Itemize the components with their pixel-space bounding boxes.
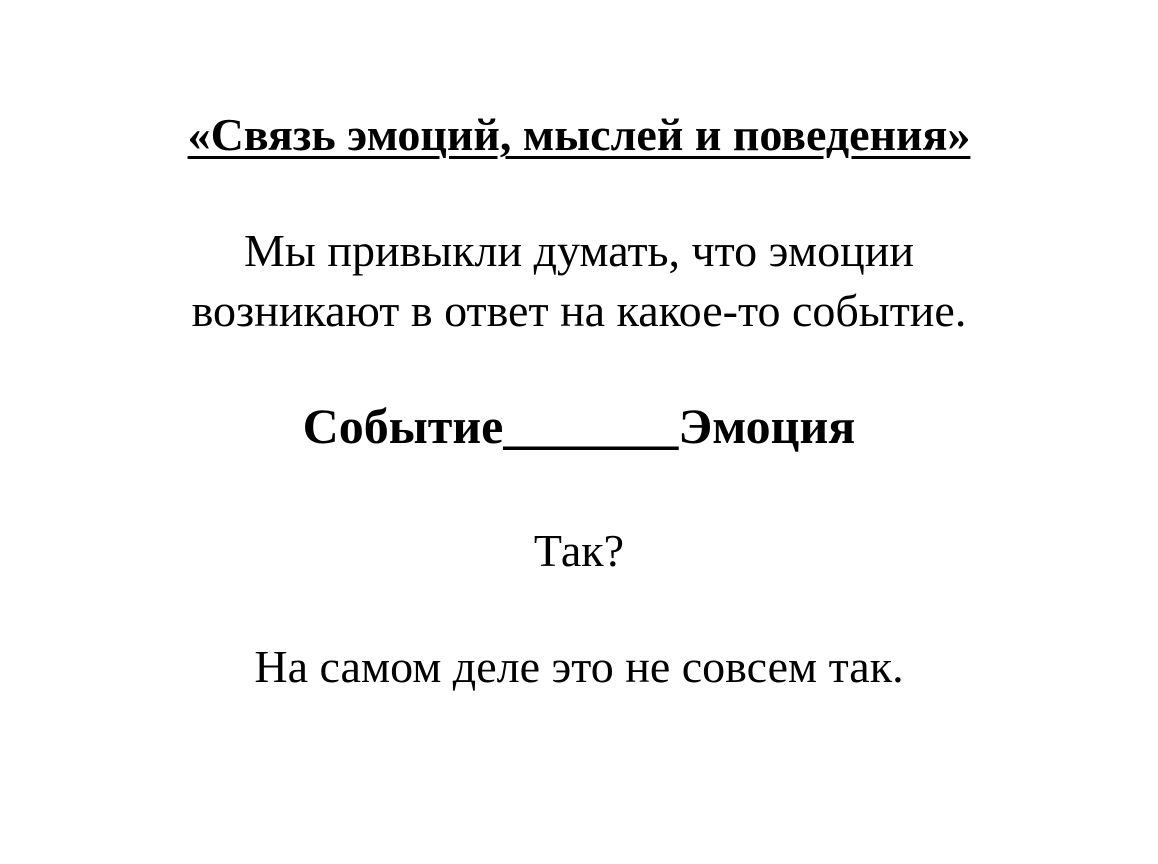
conclusion-text: На самом деле это не совсем так. xyxy=(254,641,904,692)
intro-line-2: возникают в ответ на какое-то событие. xyxy=(191,285,967,336)
question-text: Так? xyxy=(533,525,625,576)
event-emotion-formula xyxy=(0,397,1158,455)
intro-line-1: Мы привыкли думать, что эмоции xyxy=(244,225,914,276)
formula-separator: _______ xyxy=(503,398,679,454)
formula-emotion: Эмоция xyxy=(678,398,856,454)
formula-event: Событие xyxy=(302,398,504,454)
slide-title: «Связь эмоций, мыслей и поведения» xyxy=(187,109,971,160)
